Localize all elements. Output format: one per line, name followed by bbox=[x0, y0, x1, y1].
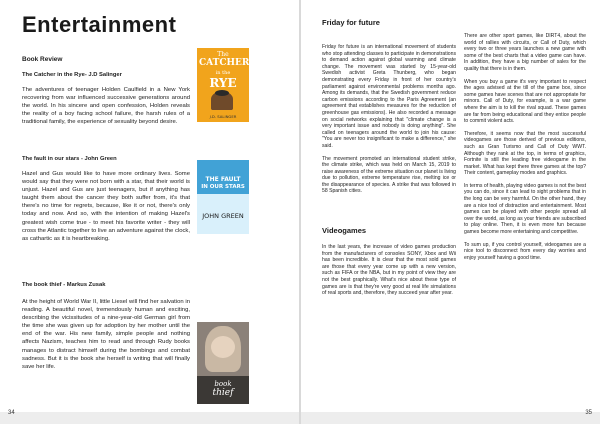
videogames-paragraph: When you buy a game it's very important to respect the ages advised at the till of the game box, since some games have scenes that are not appropriate for minors. Call of Duty, for example, is a war game where the aim is to kill the rival squad. These games are far from being educational and they entice people to commit violent acts. bbox=[464, 78, 586, 125]
videogames-article-col2 bbox=[464, 33, 586, 267]
page-footer-bar bbox=[301, 412, 600, 424]
book-text-catcher: The adventures of teenager Holden Caulfield in a New York recovering from war influenced successive generations around the world. In his sincere and open confession, Holden reveals the reality of a boy facing school failure, the harsh rules of a traditional family, the experience of sexuality beyond desire. bbox=[22, 87, 190, 126]
videogames-paragraph: There are other sport games, like DIRT4, about the world of rallies with circuits, or Call of Duty, which every two or three years launches a new game with some of the best charts that a video game can have. In addition, they have a big number of sales for the quality that there is in them. bbox=[464, 33, 586, 72]
videogames-heading: Videogames bbox=[322, 226, 367, 235]
page-footer-bar bbox=[0, 412, 299, 424]
book-thief-cover-image: book thief bbox=[197, 322, 249, 404]
book-title-catcher: The Catcher in the Rye- J.D Salinger bbox=[22, 72, 122, 78]
left-page bbox=[0, 0, 299, 424]
catcher-cover-image: The CATCHER in the RYE J.D. SALINGER bbox=[197, 48, 249, 122]
section-label: Book Review bbox=[22, 56, 63, 63]
book-text-thief: At the height of World War II, little Liesel will find her salvation in reading. A beautiful novel, tremendously human and exciting, describing the vicissitudes of a nine-year-old German girl from the time she was given up for adoption by her mother until the end of the war. His new family, simple people and nothing affects Nazism, teaches him to read and through Rudy books manages to distract himself during the bombings and combat sadness. But it is the book she herself is writing that will finally save her life. bbox=[22, 299, 190, 370]
book-title-thief: The book thief - Markus Zusak bbox=[22, 282, 106, 288]
videogames-article-col1 bbox=[322, 244, 456, 303]
book-text-fault: Hazel and Gus would like to have more ordinary lives. Some would say that they were not born with a star, that their world is unjust. Hazel and Gus are just teenagers, but if anything has taught them about the cancer they both suffer from, it's that there's no time for regrets, because, like it or not, there's only today and now. And so, with the intention of making Hazel's greatest wish come true - to meet his favorite writer - they will cross the Atlantic together to live an adventure against the clock, as cathartic as it is heartbreaking. bbox=[22, 171, 190, 242]
videogames-paragraph: Therefore, it seems now that the most successful videogames are those derived of previous editions, such as Gran Turismo and Call of Duty WWT. Although they rank at the top, in terms of graphics, Fortnite is still the leading free videogame in the market. What has kept there three games at the top? Their content, gameplay modes and graphics. bbox=[464, 130, 586, 177]
page-number: 34 bbox=[8, 410, 15, 416]
book-title-fault: The fault in our stars - John Green bbox=[22, 156, 117, 162]
fault-cover-image: THE FAULT IN OUR STARS JOHN GREEN bbox=[197, 160, 249, 234]
videogames-paragraph: To sum up, if you control yourself, videogames are a nice tool to disconnect from every day worries and enjoy yourself having a good time. bbox=[464, 241, 586, 261]
page-title: Entertainment bbox=[22, 12, 177, 37]
friday-heading: Friday for future bbox=[322, 18, 380, 27]
friday-paragraph: Friday for future is an international movement of students who stop attending classes to participate in demonstrations to demand action against global warming and climate change. The movement was started by 15-year-old Swedish activist Greta Thunberg, who began demonstrating every Friday in front of her country's parliament against environmental problems months ago. Among its demands, that the Swedish government reduce carbon emissions according to the Paris Agreement (an agreement that establishes measures for the reduction of greenhouse gas emissions). He also recorded a message on social networks explaining that "climate change is a very important issue and nobody is doing anything". She called on teenagers around the world to join his cause: "You are never too insignificant to make a difference," she said. bbox=[322, 44, 456, 149]
friday-article bbox=[322, 44, 456, 201]
right-page bbox=[301, 0, 600, 424]
friday-paragraph: The movement promoted an international student strike, the climate strike, which was held on March 15, 2019 to raise awareness of the extreme situation our planet is living due to pollution, extreme temperature rise, melting ice or the disappearance of species. A strike that was followed in 58 Spanish cities. bbox=[322, 155, 456, 195]
videogames-paragraph: In the last years, the increase of video games production from the manufacturers of consoles SONY, Xbox and Wii has been incredible. It is clear that the most sold games are those that every year come up with a new version, such as FIFA or the NBA, but in my point of view they are not the best graphically. What's nice about these type of games are is that they're very good at real life simulations of real sports and, therefore, they succeed year after year. bbox=[322, 244, 456, 297]
videogames-paragraph: In terms of health, playing video games is not the best you can do, since it can lead to sight problems that in the long can be very harmful. On the other hand, they are a nice tool of distraction and entertainment. Most games can be played with other people spread all over the world, as long as your friends are subscribed to play online. Then, it is even more fun because games become more entertaining and competitive. bbox=[464, 182, 586, 236]
page-number: 35 bbox=[585, 410, 592, 416]
